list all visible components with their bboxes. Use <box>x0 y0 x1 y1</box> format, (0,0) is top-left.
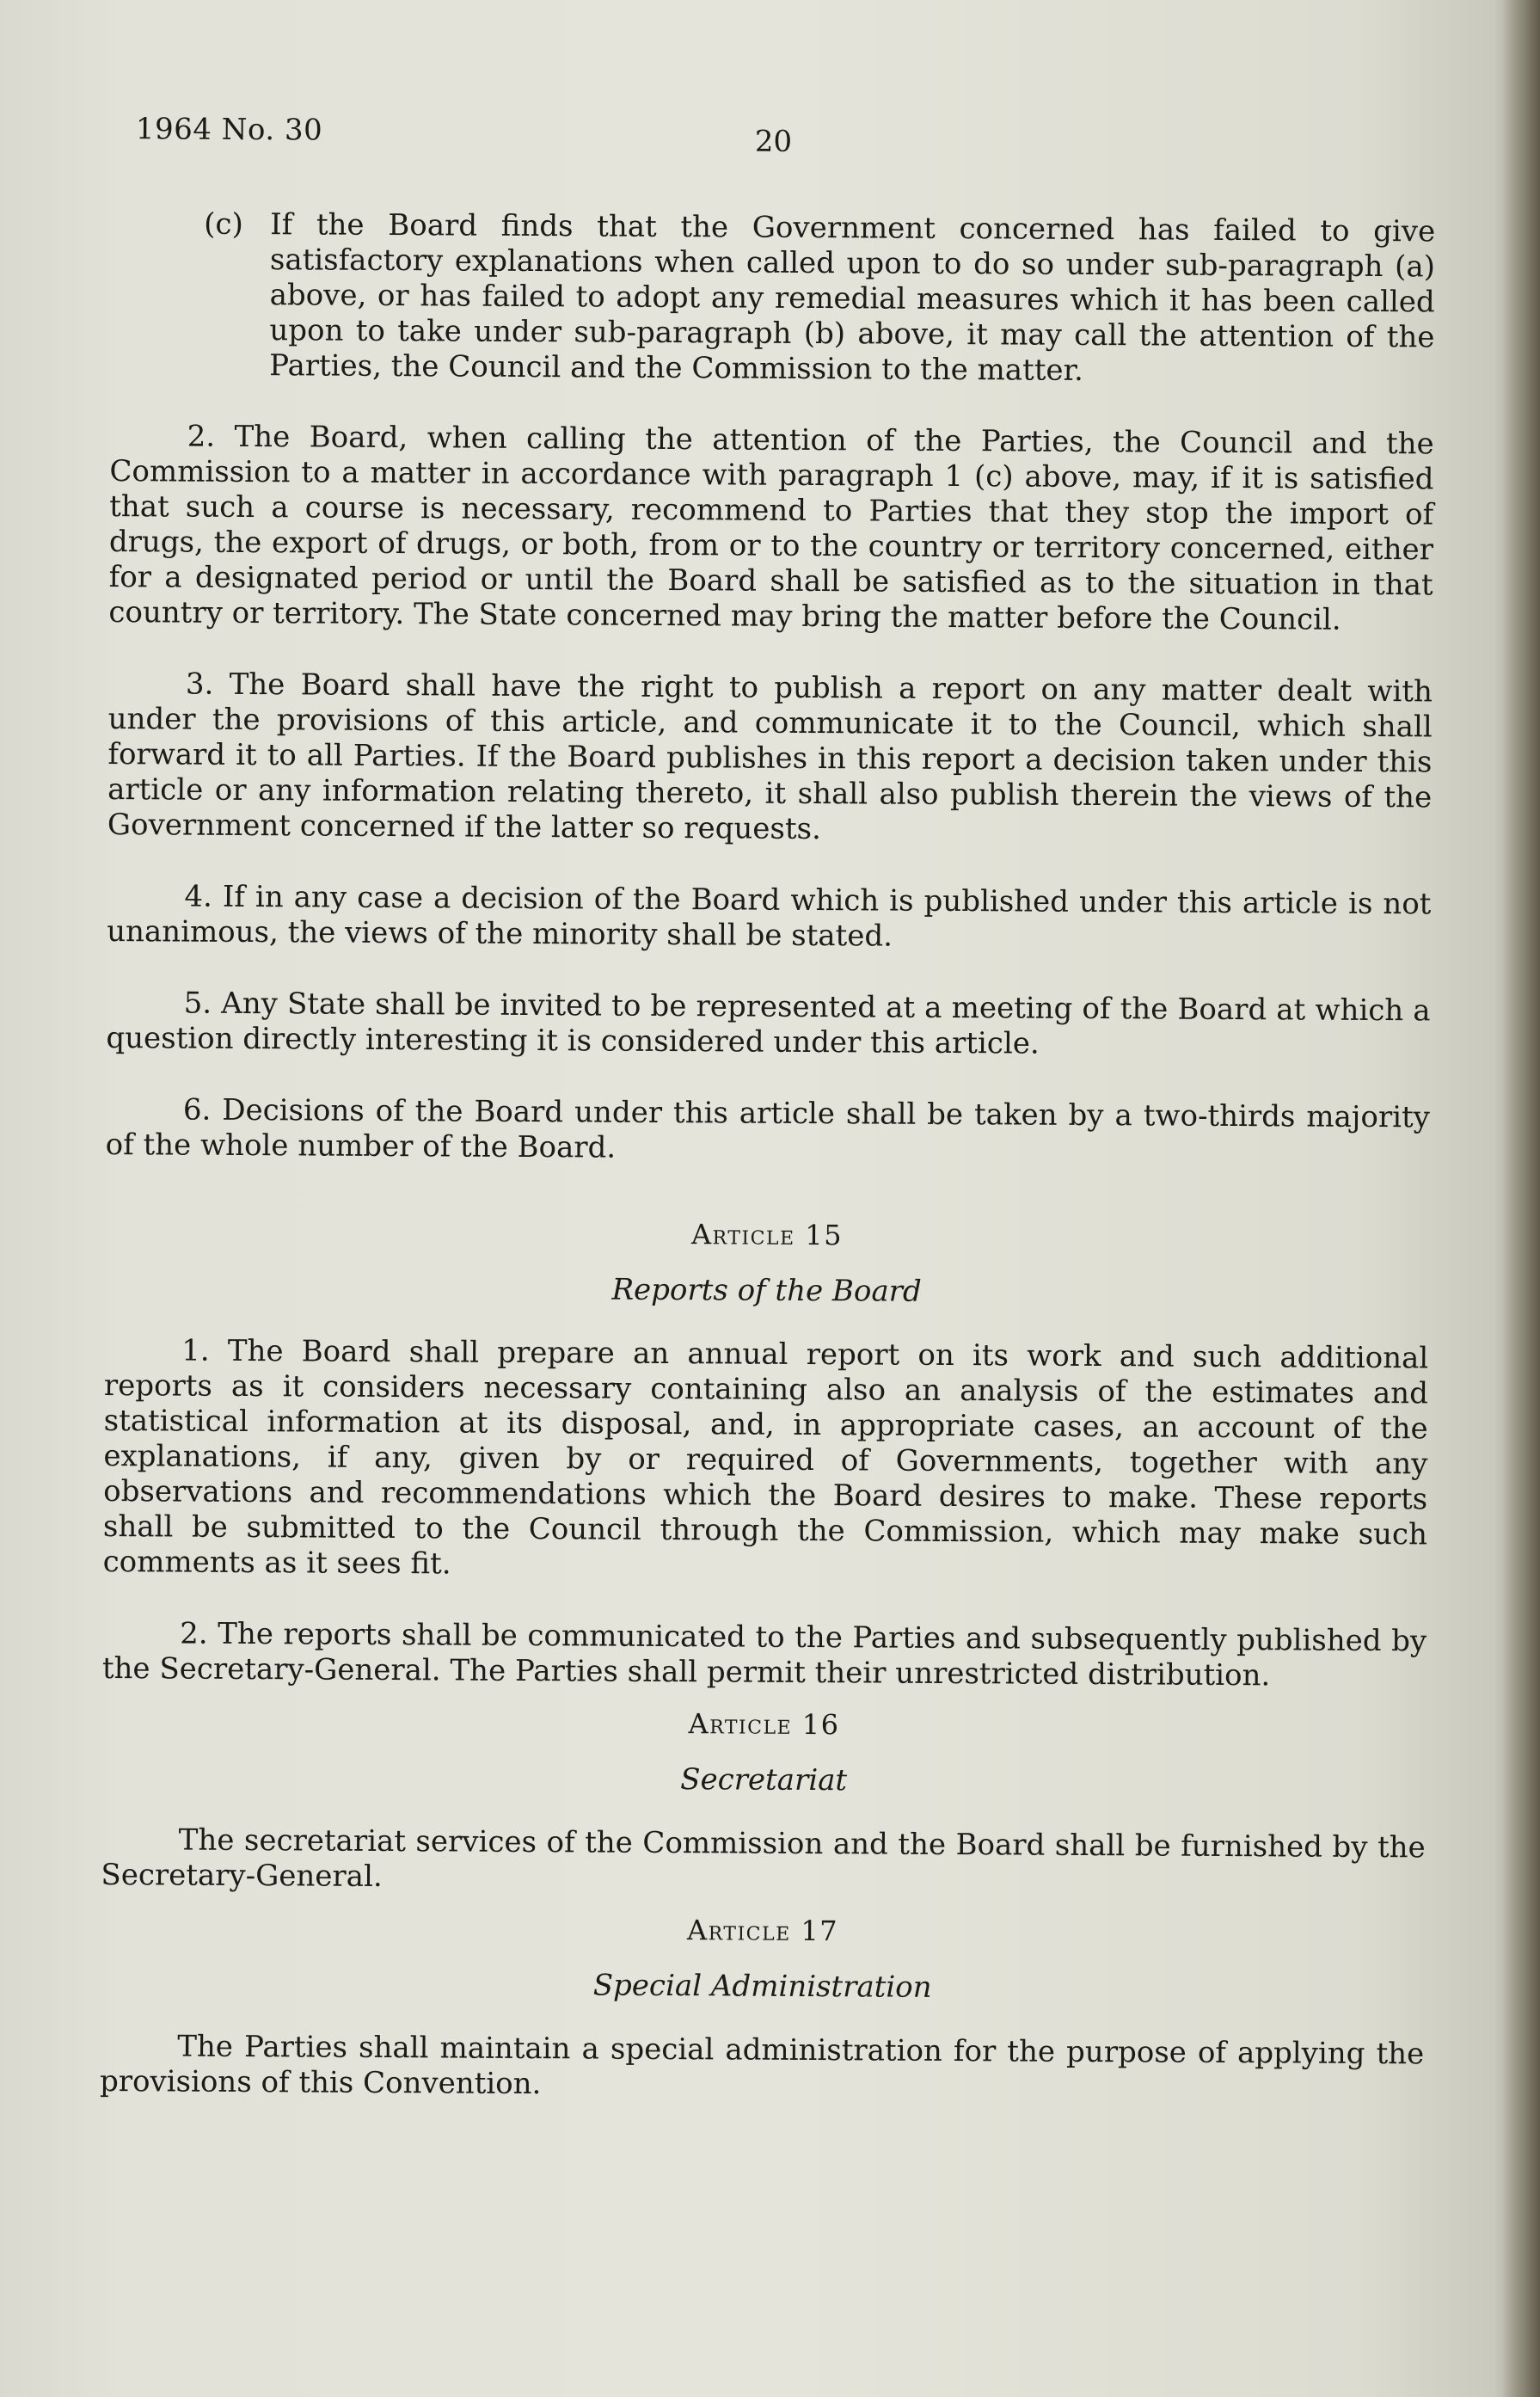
subparagraph-c <box>110 206 1435 390</box>
article16-heading: Article 16 <box>688 1707 840 1742</box>
article14-paragraph-2: 2. The Board, when calling the attention of the Parties, the Council and the Commission to a matter in accordance with paragraph 1 (c) above, may, if it is satisfied that such a course is necessary, recommend to Parties that they stop the import of drugs, the export of drugs, or both, from or to the country or territory concerned, either for a designated period or until the Board shall be satisfied as to the situation in that country or territory. The State concerned may bring the matter before the Council. <box>108 419 1434 637</box>
article15-heading: Article 15 <box>690 1218 844 1252</box>
article16-title: Secretariat <box>680 1762 848 1798</box>
article14-paragraph-6: 6. Decisions of the Board under this article shall be taken by a two-thirds majority of the whole number of the Board. <box>105 1092 1431 1165</box>
page-header <box>111 112 1436 214</box>
running-head: 1964 No. 30 <box>135 112 323 148</box>
article17-paragraph-1: The Parties shall maintain a special administration for the purpose of applying the provisions of this Convention. <box>99 2029 1425 2102</box>
article16-paragraph-1: The secretariat services of the Commission and the Board shall be furnished by the Secretary-General. <box>101 1822 1426 1894</box>
article14-paragraph-4: 4. If in any case a decision of the Board which is published under this article is not unanimous, the views of the minority shall be stated. <box>107 879 1432 954</box>
article14-paragraph-3: 3. The Board shall have the right to publish a report on any matter dealt with under the provisions of this article, and communicate it to the Council, which shall forward it to all Parties. If the Board publishes in this report a decision taken under this article or any information relating thereto, it shall also publish therein the views of the Government concerned if the latter so requests. <box>107 667 1433 847</box>
page-content <box>100 112 1436 2143</box>
page-number: 20 <box>754 124 793 159</box>
article17-heading: Article 17 <box>686 1914 839 1948</box>
article17-title: Special Administration <box>592 1968 932 2005</box>
article14-paragraph-5: 5. Any State shall be invited to be represented at a meeting of the Board at which a question directly interesting it is considered under this article. <box>106 986 1431 1061</box>
article15-paragraph-2: 2. The reports shall be communicated to the Parties and subsequently published by the Secretary-General. The Parties shall permit their unrestricted distribution. <box>101 1616 1427 1693</box>
article15-title: Reports of the Board <box>611 1272 922 1309</box>
article15-paragraph-1: 1. The Board shall prepare an annual report on its work and such additional reports as it considers necessary containing also an analysis of the estimates and statistical information at its disposal, and, in appropriate cases, an account of the explanations, if any, given by or required of Governments, together with any observations and recommendations which the Board desires to make. These reports shall be submitted to the Council through the Commission, which may make such comments as it sees fit. <box>102 1333 1429 1582</box>
subparagraph-c-label: (c) <box>204 206 243 242</box>
subparagraph-c-text: If the Board finds that the Government concerned has failed to give satisfactory explanations when called upon to do so under sub-paragraph (a) above, or has failed to adopt any remedial measures which it has been called upon to take under sub-paragraph (b) above, it may call the attention of the Parties, the Council and the Commission to the matter. <box>269 207 1436 388</box>
